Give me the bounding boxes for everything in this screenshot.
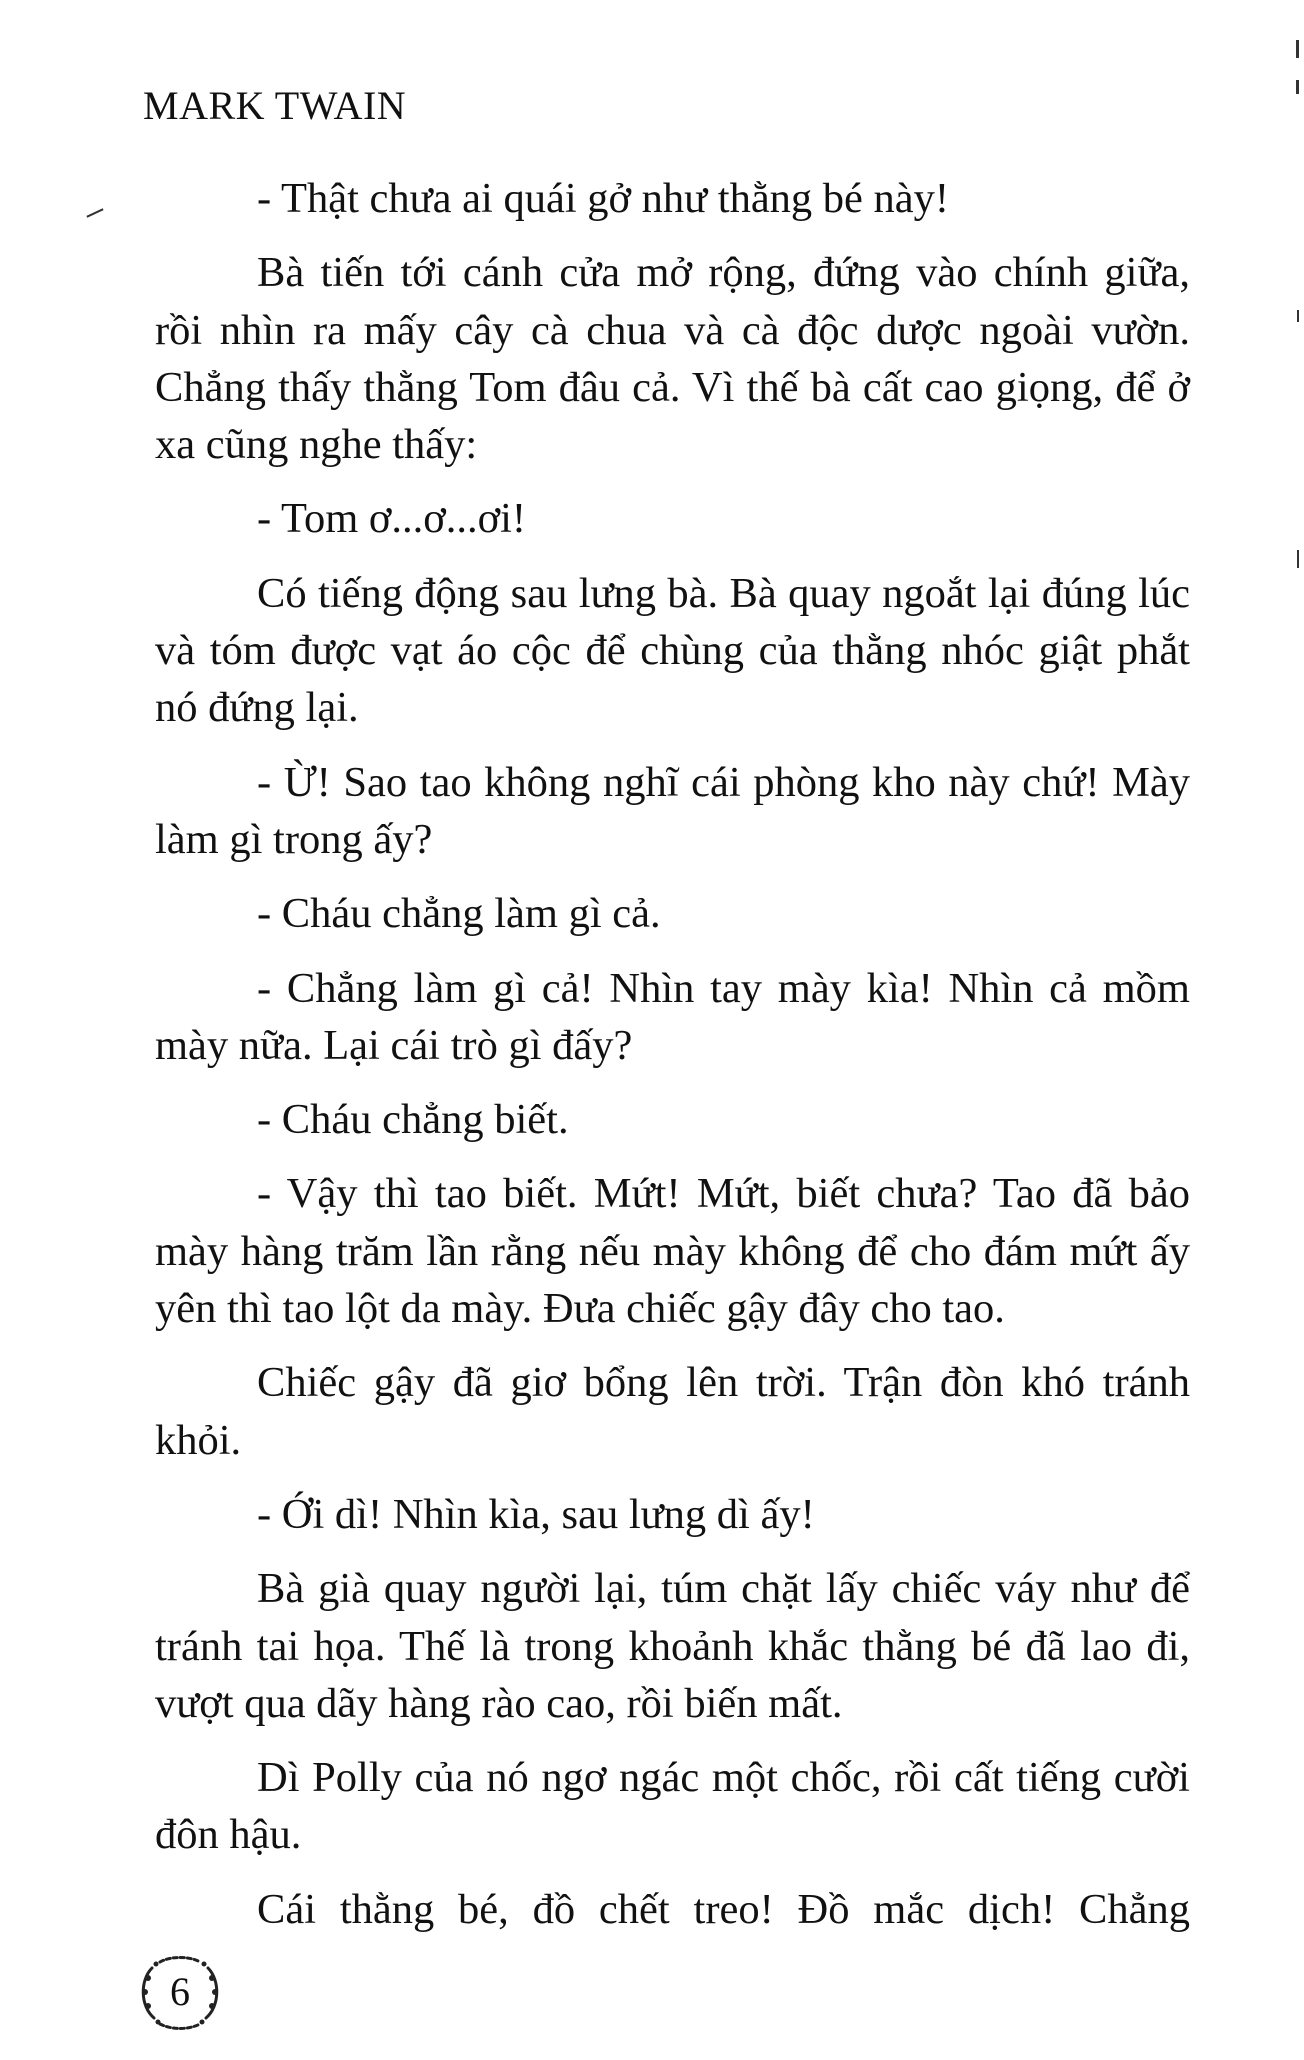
paragraph: Bà già quay người lại, túm chặt lấy chiếc váy như để tránh tai họa. Thế là trong khoảnh khắc thằng bé đã lao đi, vượt qua dãy hàng rào cao, rồi biến mất. [155, 1565, 1190, 1727]
running-head: MARK TWAIN [143, 83, 407, 128]
scan-edge-mark [1297, 310, 1299, 322]
paragraph: - Cháu chẳng làm gì cả. [257, 890, 661, 938]
scan-edge-mark [86, 208, 103, 217]
page-number-ornament [130, 1948, 230, 2036]
page-number: 6 [170, 1969, 190, 2014]
paragraph: - Thật chưa ai quái gở như thằng bé này! [257, 175, 950, 222]
scan-edge-mark [1297, 550, 1299, 568]
paragraph: - Cháu chẳng biết. [257, 1096, 569, 1144]
paragraph: Dì Polly của nó ngơ ngác một chốc, rồi cất tiếng cười đôn hậu. [155, 1754, 1190, 1859]
paragraph: Bà tiến tới cánh cửa mở rộng, đứng vào chính giữa, rồi nhìn ra mấy cây cà chua và cà độc dược ngoài vườn. Chẳng thấy thằng Tom đâu cả. Vì thế bà cất cao giọng, để ở xa cũng nghe thấy: [155, 249, 1190, 469]
paragraph: - Vậy thì tao biết. Mứt! Mứt, biết chưa? Tao đã bảo mày hàng trăm lần rằng nếu mày không để cho đám mứt ấy yên thì tao lột da mày. Đưa chiếc gậy đây cho tao. [155, 1170, 1190, 1333]
paragraph: Chiếc gậy đã giơ bổng lên trời. Trận đòn khó tránh khỏi. [155, 1359, 1190, 1464]
paragraph: - Tom ơ...ơ...ơi! [257, 495, 527, 543]
scan-edge-mark [1296, 80, 1299, 94]
paragraph: Cái thằng bé, đồ chết treo! Đồ mắc dịch! Chẳng [257, 1885, 1190, 1933]
paragraph: - Chẳng làm gì cả! Nhìn tay mày kìa! Nhìn cả mồm mày nữa. Lại cái trò gì đấy? [155, 964, 1190, 1069]
scan-edge-mark [1296, 40, 1299, 58]
paragraph: - Ới dì! Nhìn kìa, sau lưng dì ấy! [257, 1490, 815, 1538]
paragraph: Có tiếng động sau lưng bà. Bà quay ngoắt lại đúng lúc và tóm được vạt áo cộc để chùng của thằng nhóc giật phắt nó đứng lại. [155, 569, 1190, 732]
body-text [155, 170, 1190, 1955]
paragraph: - Ừ! Sao tao không nghĩ cái phòng kho này chứ! Mày làm gì trong ấy? [155, 758, 1190, 863]
